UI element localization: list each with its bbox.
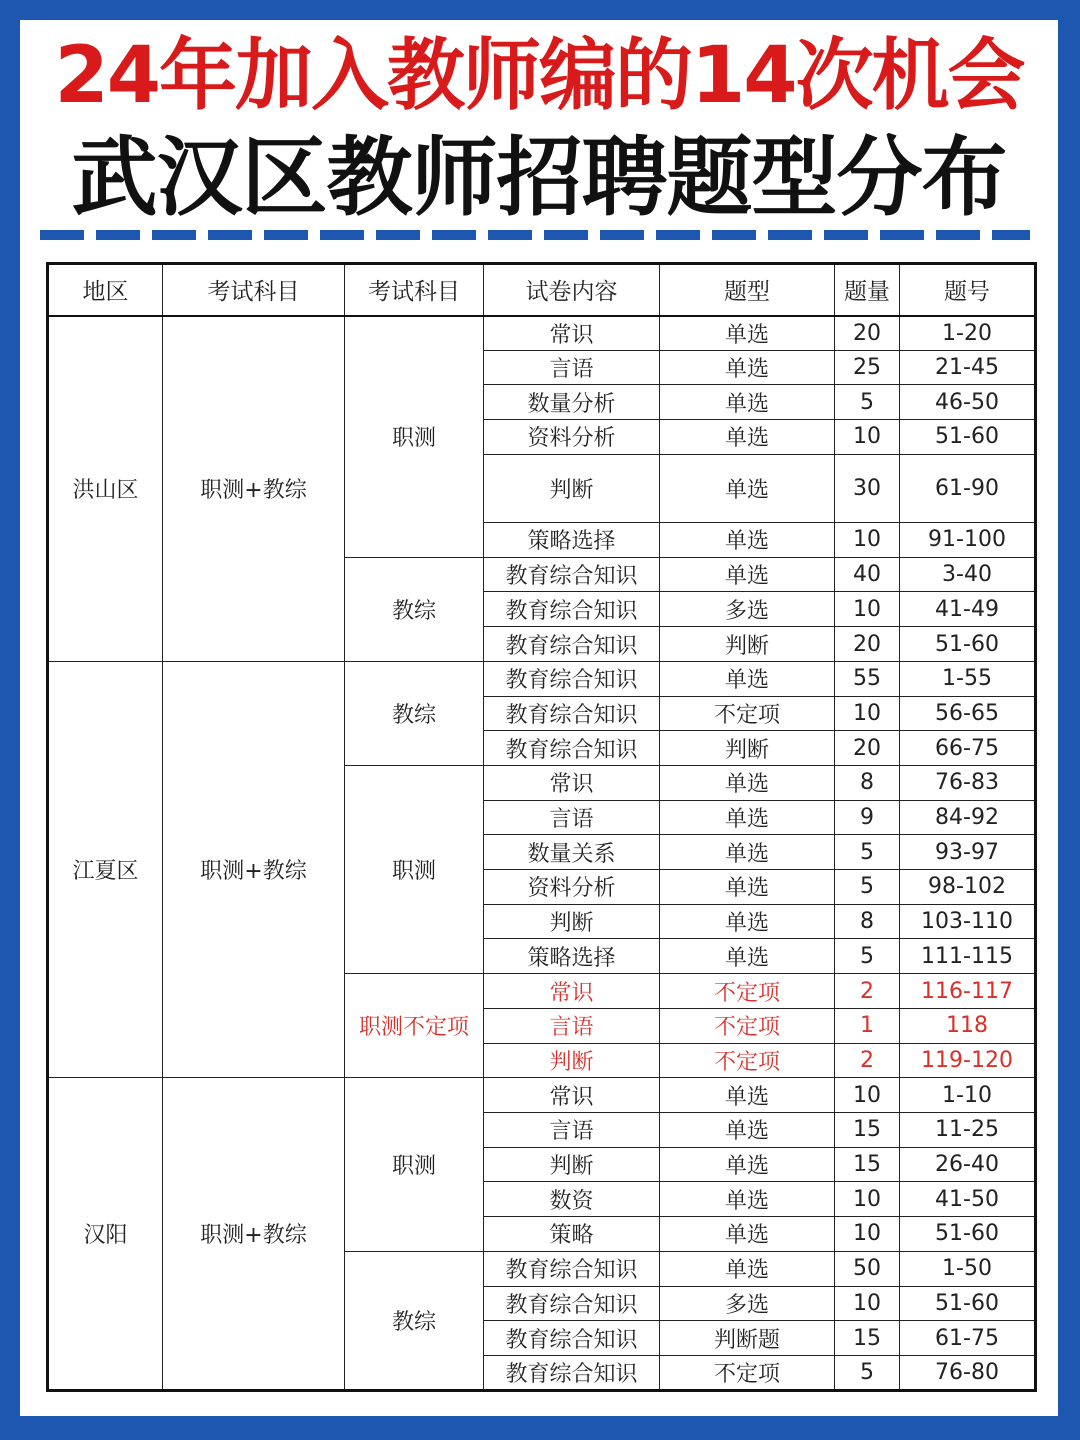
type-cell: 单选 — [660, 1078, 835, 1113]
count-cell: 15 — [835, 1147, 900, 1182]
content-cell: 判断 — [484, 1147, 660, 1182]
range-cell: 51-60 — [900, 420, 1036, 455]
type-cell: 单选 — [660, 1251, 835, 1286]
header-cell: 考试科目 — [345, 264, 484, 316]
content-cell: 常识 — [484, 1078, 660, 1113]
type-cell: 单选 — [660, 316, 835, 351]
count-cell: 9 — [835, 800, 900, 835]
subject-cell: 职测+教综 — [163, 1078, 345, 1391]
content-cell: 言语 — [484, 350, 660, 385]
header-cell: 题量 — [835, 264, 900, 316]
count-cell: 55 — [835, 661, 900, 696]
count-cell: 2 — [835, 974, 900, 1009]
group-cell: 教综 — [345, 557, 484, 661]
range-cell: 93-97 — [900, 835, 1036, 870]
count-cell: 10 — [835, 1286, 900, 1321]
range-cell: 1-10 — [900, 1078, 1036, 1113]
content-cell: 教育综合知识 — [484, 557, 660, 592]
frame-left — [0, 0, 20, 1440]
range-cell: 46-50 — [900, 385, 1036, 420]
type-cell: 不定项 — [660, 1043, 835, 1078]
type-cell: 判断 — [660, 731, 835, 766]
content-cell: 判断 — [484, 454, 660, 522]
table-row — [48, 1078, 1036, 1113]
content-cell: 策略 — [484, 1217, 660, 1252]
count-cell: 10 — [835, 696, 900, 731]
page-title: 24年加入教师编的14次机会 — [54, 31, 1024, 121]
range-cell: 91-100 — [900, 523, 1036, 558]
count-cell: 5 — [835, 939, 900, 974]
type-cell: 单选 — [660, 350, 835, 385]
content-cell: 判断 — [484, 904, 660, 939]
type-cell: 单选 — [660, 765, 835, 800]
content-cell: 教育综合知识 — [484, 592, 660, 627]
type-cell: 单选 — [660, 557, 835, 592]
range-cell: 1-50 — [900, 1251, 1036, 1286]
range-cell: 26-40 — [900, 1147, 1036, 1182]
range-cell: 51-60 — [900, 1217, 1036, 1252]
header-cell: 题号 — [900, 264, 1036, 316]
range-cell: 61-90 — [900, 454, 1036, 522]
table-row — [48, 316, 1036, 351]
type-cell: 不定项 — [660, 974, 835, 1009]
content-cell: 教育综合知识 — [484, 1321, 660, 1356]
count-cell: 20 — [835, 627, 900, 662]
region-cell: 江夏区 — [48, 661, 163, 1077]
group-cell: 教综 — [345, 661, 484, 765]
type-cell: 多选 — [660, 1286, 835, 1321]
table-body — [48, 316, 1036, 1391]
type-cell: 单选 — [660, 1182, 835, 1217]
count-cell: 25 — [835, 350, 900, 385]
count-cell: 2 — [835, 1043, 900, 1078]
dashed-divider — [40, 230, 1030, 240]
count-cell: 5 — [835, 385, 900, 420]
content-cell: 资料分析 — [484, 870, 660, 905]
content-cell: 数量分析 — [484, 385, 660, 420]
count-cell: 30 — [835, 454, 900, 522]
count-cell: 10 — [835, 523, 900, 558]
content-cell: 教育综合知识 — [484, 1251, 660, 1286]
range-cell: 76-83 — [900, 765, 1036, 800]
header-cell: 考试科目 — [163, 264, 345, 316]
type-cell: 单选 — [660, 385, 835, 420]
header-cell: 地区 — [48, 264, 163, 316]
range-cell: 84-92 — [900, 800, 1036, 835]
type-cell: 单选 — [660, 523, 835, 558]
group-cell: 职测 — [345, 316, 484, 558]
range-cell: 98-102 — [900, 870, 1036, 905]
content-cell: 教育综合知识 — [484, 661, 660, 696]
count-cell: 15 — [835, 1321, 900, 1356]
range-cell: 3-40 — [900, 557, 1036, 592]
header-cell: 题型 — [660, 264, 835, 316]
type-cell: 单选 — [660, 1113, 835, 1148]
group-cell: 教综 — [345, 1251, 484, 1390]
subject-cell: 职测+教综 — [163, 316, 345, 662]
subject-cell: 职测+教综 — [163, 661, 345, 1077]
type-cell: 单选 — [660, 661, 835, 696]
range-cell: 1-20 — [900, 316, 1036, 351]
count-cell: 40 — [835, 557, 900, 592]
content-cell: 资料分析 — [484, 420, 660, 455]
content-cell: 教育综合知识 — [484, 627, 660, 662]
content-cell: 教育综合知识 — [484, 696, 660, 731]
count-cell: 10 — [835, 420, 900, 455]
count-cell: 20 — [835, 316, 900, 351]
range-cell: 1-55 — [900, 661, 1036, 696]
table-row — [48, 661, 1036, 696]
range-cell: 11-25 — [900, 1113, 1036, 1148]
type-cell: 不定项 — [660, 1355, 835, 1390]
range-cell: 118 — [900, 1008, 1036, 1043]
range-cell: 103-110 — [900, 904, 1036, 939]
range-cell: 116-117 — [900, 974, 1036, 1009]
frame-bottom — [0, 1416, 1080, 1440]
type-cell: 单选 — [660, 800, 835, 835]
count-cell: 20 — [835, 731, 900, 766]
type-cell: 多选 — [660, 592, 835, 627]
content-cell: 教育综合知识 — [484, 731, 660, 766]
type-cell: 单选 — [660, 835, 835, 870]
frame-top — [0, 0, 1080, 20]
type-cell: 单选 — [660, 1147, 835, 1182]
type-cell: 不定项 — [660, 1008, 835, 1043]
content-cell: 判断 — [484, 1043, 660, 1078]
group-cell: 职测 — [345, 765, 484, 973]
count-cell: 8 — [835, 765, 900, 800]
content-cell: 常识 — [484, 974, 660, 1009]
content-cell: 教育综合知识 — [484, 1355, 660, 1390]
range-cell: 66-75 — [900, 731, 1036, 766]
type-cell: 单选 — [660, 870, 835, 905]
count-cell: 10 — [835, 592, 900, 627]
count-cell: 1 — [835, 1008, 900, 1043]
region-cell: 洪山区 — [48, 316, 163, 662]
type-cell: 判断题 — [660, 1321, 835, 1356]
count-cell: 5 — [835, 1355, 900, 1390]
type-cell: 不定项 — [660, 696, 835, 731]
page-subtitle: 武汉区教师招聘题型分布 — [71, 128, 1007, 228]
content-cell: 教育综合知识 — [484, 1286, 660, 1321]
type-cell: 单选 — [660, 1217, 835, 1252]
count-cell: 5 — [835, 835, 900, 870]
content-cell: 数量关系 — [484, 835, 660, 870]
type-cell: 单选 — [660, 420, 835, 455]
content-cell: 言语 — [484, 1008, 660, 1043]
count-cell: 8 — [835, 904, 900, 939]
count-cell: 15 — [835, 1113, 900, 1148]
count-cell: 50 — [835, 1251, 900, 1286]
range-cell: 21-45 — [900, 350, 1036, 385]
content-cell: 策略选择 — [484, 939, 660, 974]
type-cell: 单选 — [660, 939, 835, 974]
group-cell: 职测 — [345, 1078, 484, 1252]
content-cell: 数资 — [484, 1182, 660, 1217]
content-cell: 常识 — [484, 316, 660, 351]
range-cell: 56-65 — [900, 696, 1036, 731]
range-cell: 61-75 — [900, 1321, 1036, 1356]
content-cell: 言语 — [484, 800, 660, 835]
region-cell: 汉阳 — [48, 1078, 163, 1391]
count-cell: 10 — [835, 1078, 900, 1113]
count-cell: 10 — [835, 1182, 900, 1217]
range-cell: 76-80 — [900, 1355, 1036, 1390]
content-cell: 常识 — [484, 765, 660, 800]
header-row — [48, 264, 1036, 316]
range-cell: 51-60 — [900, 627, 1036, 662]
count-cell: 10 — [835, 1217, 900, 1252]
count-cell: 5 — [835, 870, 900, 905]
type-cell: 单选 — [660, 904, 835, 939]
range-cell: 41-49 — [900, 592, 1036, 627]
header-cell: 试卷内容 — [484, 264, 660, 316]
exam-table — [46, 262, 1037, 1392]
content-cell: 策略选择 — [484, 523, 660, 558]
range-cell: 111-115 — [900, 939, 1036, 974]
range-cell: 51-60 — [900, 1286, 1036, 1321]
range-cell: 119-120 — [900, 1043, 1036, 1078]
frame-right — [1058, 0, 1080, 1440]
group-cell: 职测不定项 — [345, 974, 484, 1078]
type-cell: 判断 — [660, 627, 835, 662]
range-cell: 41-50 — [900, 1182, 1036, 1217]
type-cell: 单选 — [660, 454, 835, 522]
content-cell: 言语 — [484, 1113, 660, 1148]
